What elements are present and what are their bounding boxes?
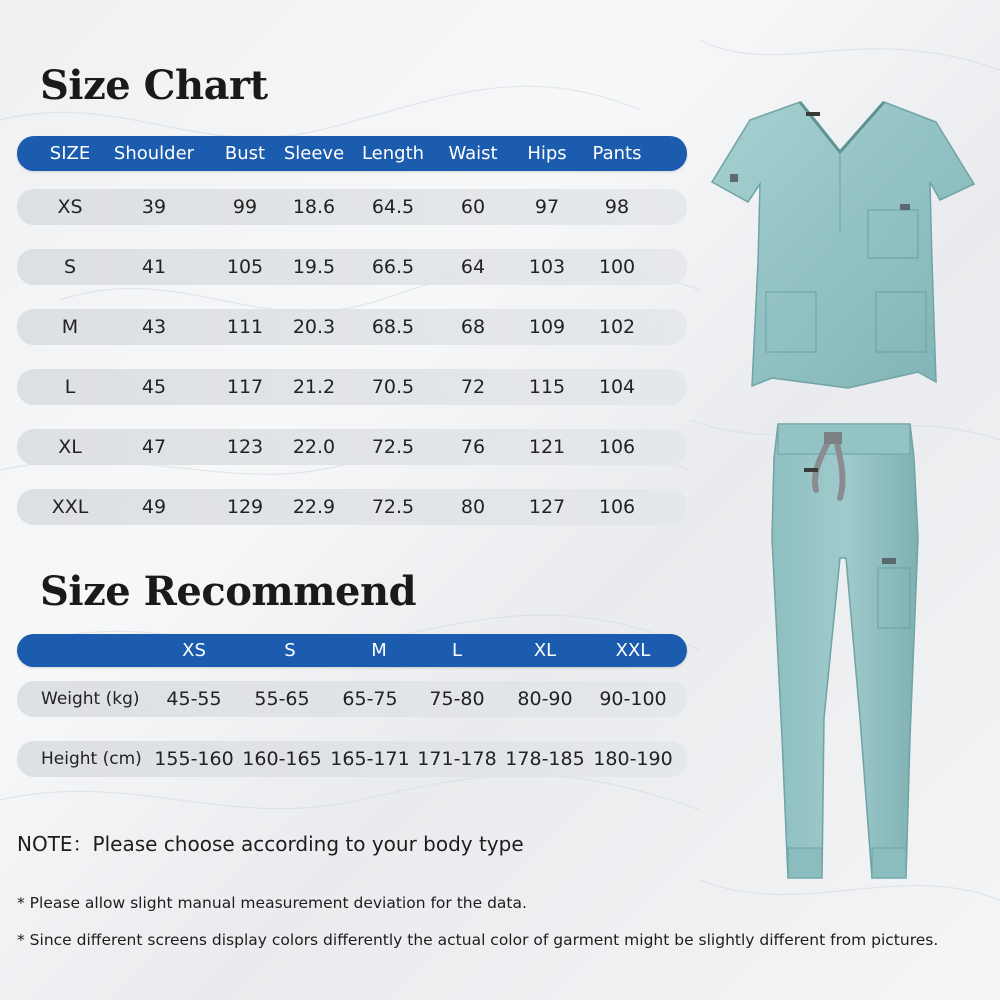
cell-pants: 98 — [604, 196, 630, 218]
cell-shoulder: 47 — [141, 436, 167, 458]
recommend-value: 75-80 — [429, 688, 485, 710]
recommend-value: 160-165 — [242, 748, 322, 770]
header-sleeve: Sleeve — [283, 143, 345, 164]
cell-size: XL — [58, 436, 82, 458]
cell-bust: 117 — [226, 376, 264, 398]
cell-bust: 99 — [232, 196, 258, 218]
cell-shoulder: 45 — [141, 376, 167, 398]
size-recommend-title: Size Recommend — [40, 568, 417, 615]
cell-hips: 97 — [534, 196, 560, 218]
size-chart-header — [17, 136, 687, 171]
note-text: NOTE：Please choose according to your body type — [17, 832, 524, 856]
cell-length: 70.5 — [371, 376, 415, 398]
cell-bust: 111 — [226, 316, 264, 338]
size-recommend-row — [17, 681, 687, 717]
size-chart-row — [17, 429, 687, 465]
cell-length: 72.5 — [371, 496, 415, 518]
cell-hips: 121 — [528, 436, 566, 458]
cell-pants: 100 — [598, 256, 636, 278]
size-chart-row — [17, 189, 687, 225]
size-chart-row — [17, 489, 687, 525]
header-length: Length — [361, 143, 425, 164]
cell-size: XXL — [51, 496, 89, 518]
cell-pants: 104 — [598, 376, 636, 398]
header-size: SIZE — [49, 143, 91, 164]
recommend-value: 80-90 — [517, 688, 573, 710]
size-chart-row — [17, 309, 687, 345]
cell-pants: 106 — [598, 436, 636, 458]
header-m: M — [371, 640, 387, 661]
header-l: L — [451, 640, 463, 661]
cell-sleeve: 19.5 — [292, 256, 336, 278]
cell-hips: 109 — [528, 316, 566, 338]
cell-hips: 115 — [528, 376, 566, 398]
cell-pants: 106 — [598, 496, 636, 518]
header-xs: XS — [182, 640, 206, 661]
recommend-value: 55-65 — [254, 688, 310, 710]
size-recommend-header — [17, 634, 687, 667]
cell-shoulder: 43 — [141, 316, 167, 338]
cell-hips: 127 — [528, 496, 566, 518]
recommend-value: 171-178 — [417, 748, 497, 770]
recommend-value: 180-190 — [593, 748, 673, 770]
size-chart-row — [17, 369, 687, 405]
disclaimer-color: * Since different screens display colors differently the actual color of garment might be slightly different from pictures. — [17, 931, 939, 949]
cell-size: L — [64, 376, 76, 398]
cell-waist: 60 — [460, 196, 486, 218]
cell-sleeve: 21.2 — [292, 376, 336, 398]
cell-size: M — [61, 316, 79, 338]
recommend-value: 165-171 — [330, 748, 410, 770]
row-label: Height (cm) — [41, 749, 142, 769]
cell-sleeve: 22.9 — [292, 496, 336, 518]
recommend-value: 65-75 — [342, 688, 398, 710]
cell-waist: 76 — [460, 436, 486, 458]
header-pants: Pants — [592, 143, 642, 164]
disclaimer-measurement: * Please allow slight manual measurement deviation for the data. — [17, 894, 527, 912]
cell-bust: 105 — [226, 256, 264, 278]
recommend-value: 45-55 — [166, 688, 222, 710]
cell-length: 72.5 — [371, 436, 415, 458]
row-label: Weight (kg) — [41, 689, 140, 709]
cell-shoulder: 49 — [141, 496, 167, 518]
header-xxl: XXL — [615, 640, 651, 661]
cell-size: XS — [57, 196, 83, 218]
recommend-value: 90-100 — [599, 688, 667, 710]
cell-hips: 103 — [528, 256, 566, 278]
header-bust: Bust — [224, 143, 266, 164]
header-s: S — [284, 640, 296, 661]
header-xl: XL — [533, 640, 557, 661]
size-chart-row — [17, 249, 687, 285]
cell-waist: 72 — [460, 376, 486, 398]
size-chart-title: Size Chart — [40, 62, 268, 109]
recommend-value: 155-160 — [154, 748, 234, 770]
cell-length: 64.5 — [371, 196, 415, 218]
scrub-top-image — [708, 92, 978, 398]
header-shoulder: Shoulder — [113, 143, 195, 164]
header-hips: Hips — [527, 143, 567, 164]
cell-waist: 80 — [460, 496, 486, 518]
cell-sleeve: 18.6 — [292, 196, 336, 218]
cell-length: 66.5 — [371, 256, 415, 278]
cell-length: 68.5 — [371, 316, 415, 338]
recommend-value: 178-185 — [505, 748, 585, 770]
cell-size: S — [63, 256, 77, 278]
cell-sleeve: 20.3 — [292, 316, 336, 338]
cell-pants: 102 — [598, 316, 636, 338]
scrub-pants-image — [760, 418, 930, 898]
cell-bust: 123 — [226, 436, 264, 458]
cell-bust: 129 — [226, 496, 264, 518]
cell-waist: 64 — [460, 256, 486, 278]
header-waist: Waist — [448, 143, 498, 164]
cell-waist: 68 — [460, 316, 486, 338]
cell-shoulder: 39 — [141, 196, 167, 218]
cell-sleeve: 22.0 — [292, 436, 336, 458]
size-recommend-row — [17, 741, 687, 777]
cell-shoulder: 41 — [141, 256, 167, 278]
